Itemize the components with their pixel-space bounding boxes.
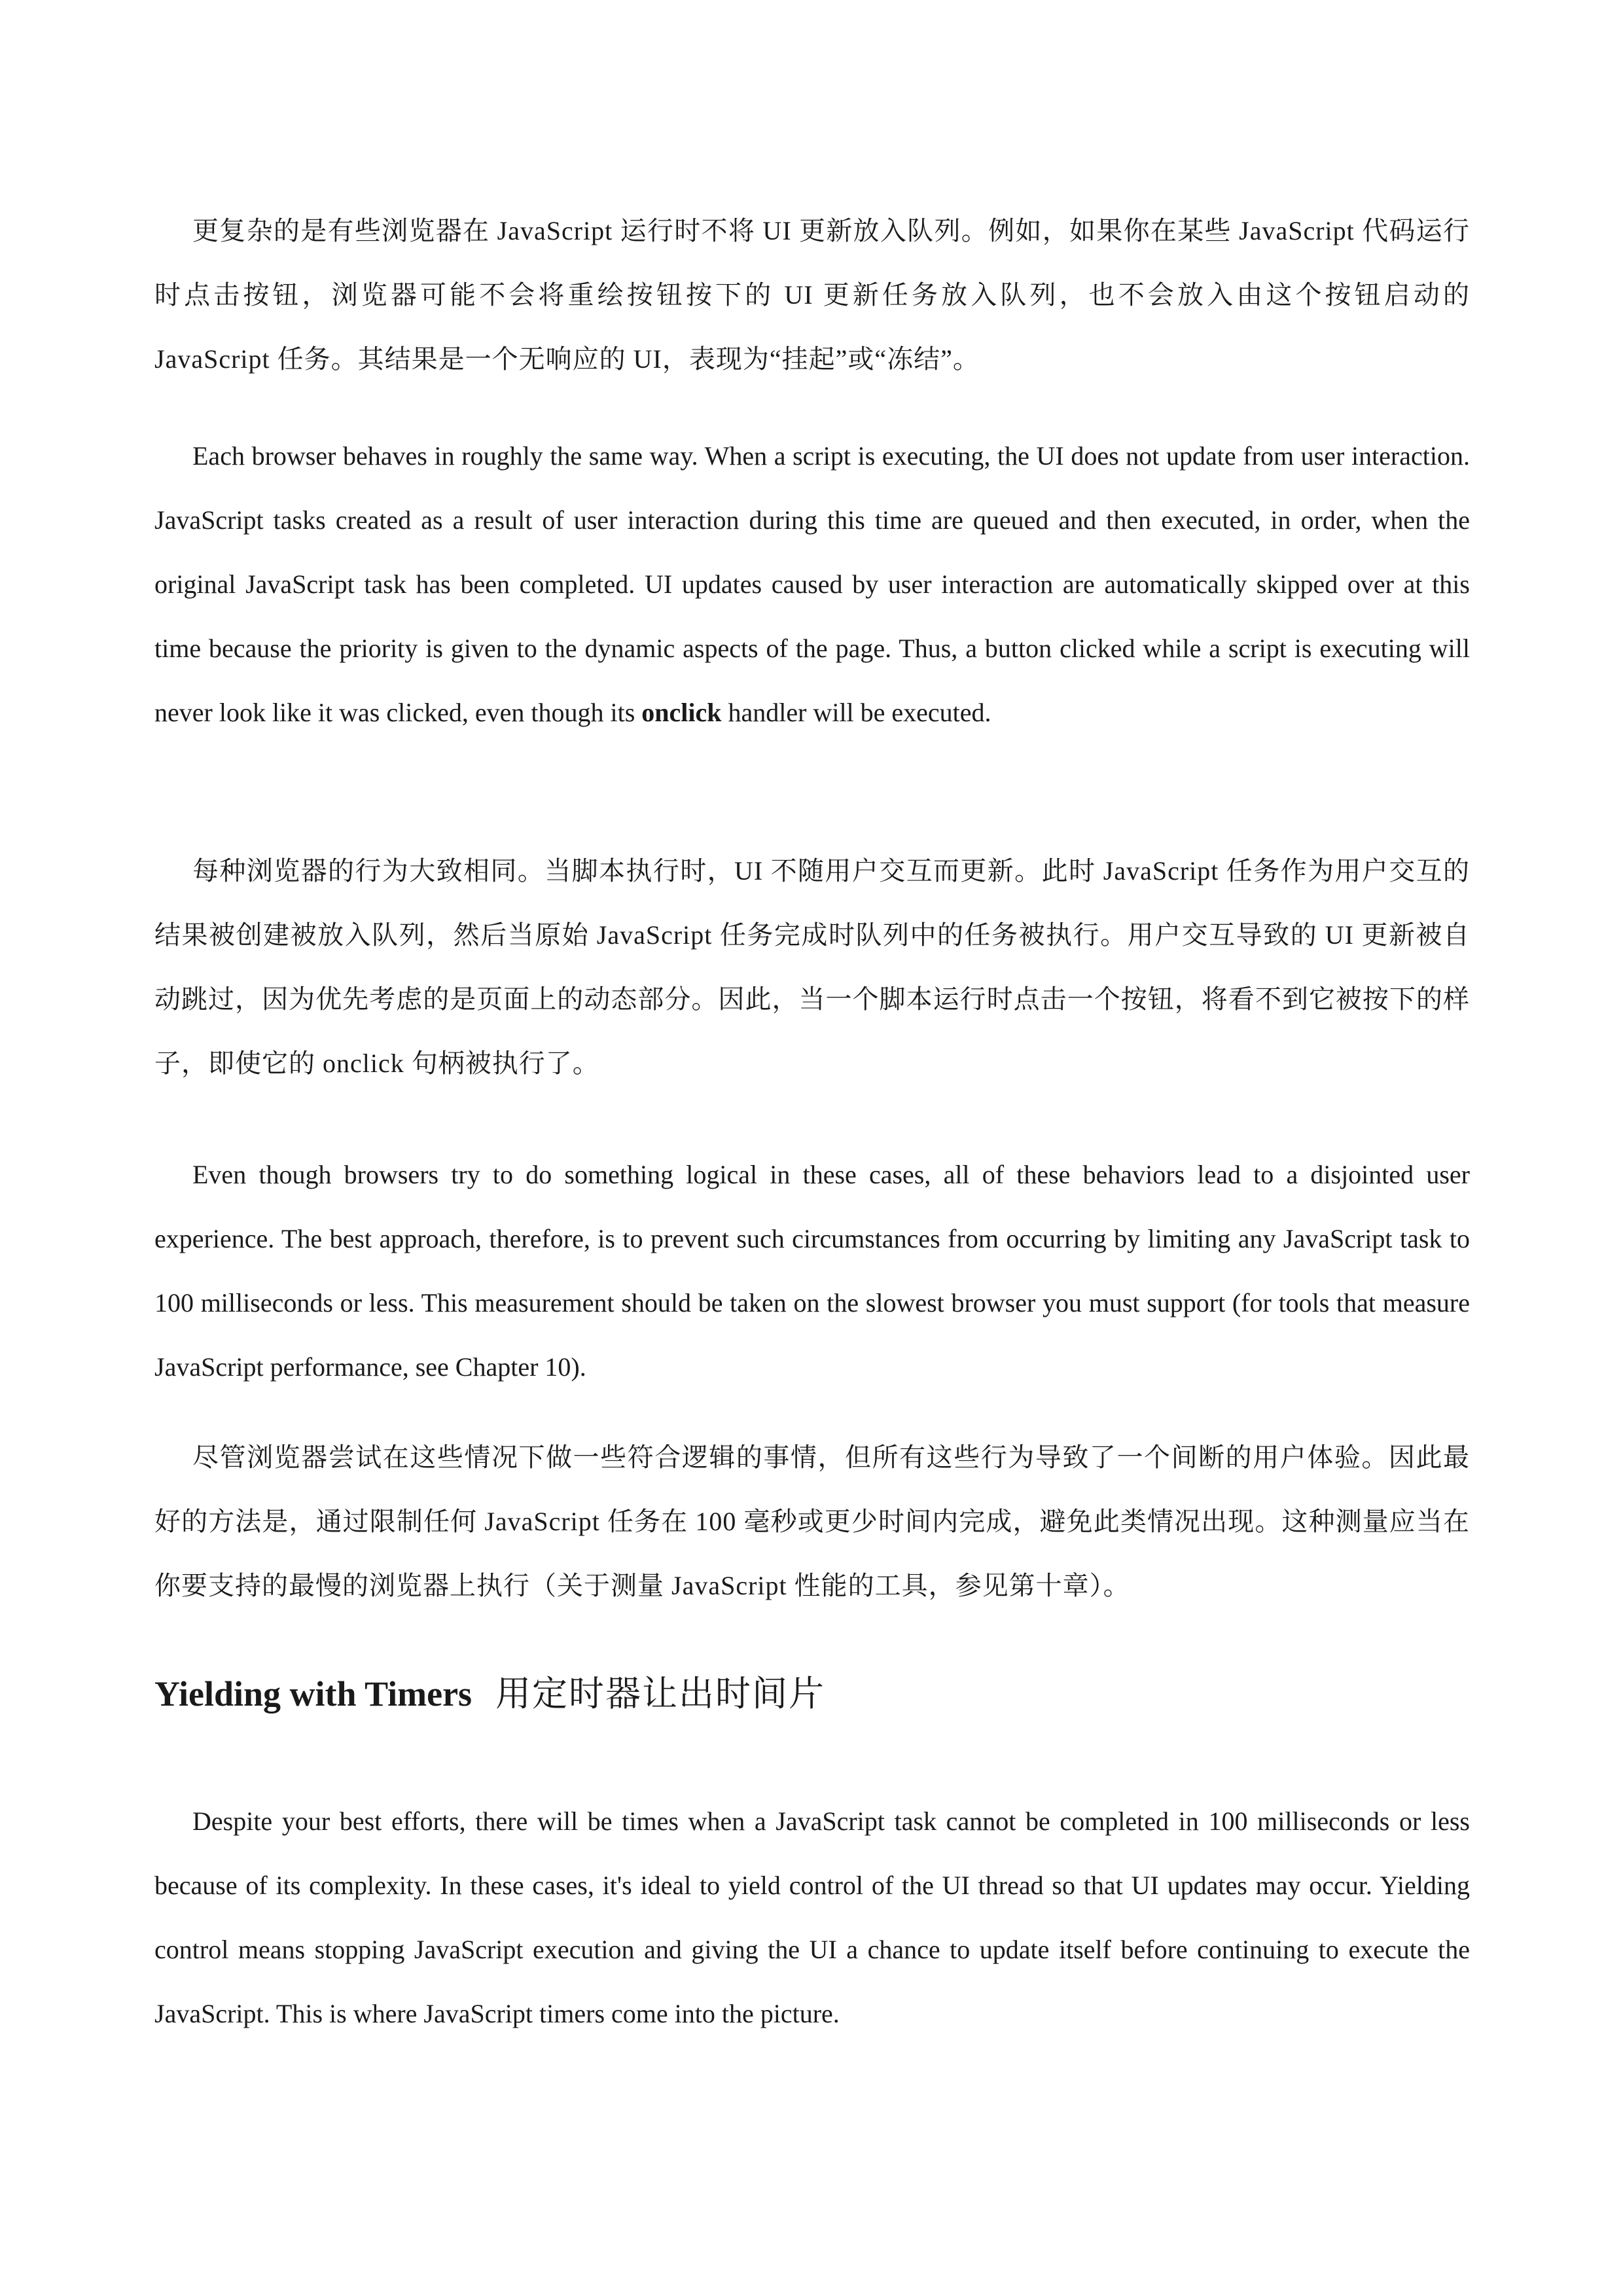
paragraph-text: 尽管浏览器尝试在这些情况下做一些符合逻辑的事情，但所有这些行为导致了一个间断的用户体验。因此最好的方法是，通过限制任何 JavaScript 任务在 100 毫秒或更少时间内完成，避免此类情况出现。这种测量应当在你要支持的最慢的浏览器上执行（关于测量 JavaScript 性能的工具，参见第十章）。 <box>154 1443 1470 1600</box>
paragraph-text: 更复杂的是有些浏览器在 JavaScript 运行时不将 UI 更新放入队列。例如，如果你在某些 JavaScript 代码运行时点击按钮，浏览器可能不会将重绘按钮按下的 UI 更新任务放入队列，也不会放入由这个按钮启动的 JavaScript 任务。其结果是一个无响应的 UI，表现为“挂起”或“冻结”。 <box>154 216 1470 374</box>
paragraph-text: 每种浏览器的行为大致相同。当脚本执行时，UI 不随用户交互而更新。此时 JavaScript 任务作为用户交互的结果被创建被放入队列，然后当原始 JavaScript 任务完成时队列中的任务被执行。用户交互导致的 UI 更新被自动跳过，因为优先考虑的是页面上的动态部分。因此，当一个脚本运行时点击一个按钮，将看不到它被按下的样子，即使它的 onclick 句柄被执行了。 <box>154 856 1470 1078</box>
paragraph-zh-browser-behavior <box>154 839 1470 1096</box>
paragraph-text: handler will be executed. <box>721 698 991 727</box>
paragraph-en-limit-tasks <box>154 1143 1470 1399</box>
paragraph-en-yielding <box>154 1789 1470 2046</box>
onclick-keyword: onclick <box>641 698 722 727</box>
paragraph-zh-limit-tasks <box>154 1426 1470 1618</box>
paragraph-text: Even though browsers try to do something logical in these cases, all of these behaviors lead to a disjointed user experience. The best approach, therefore, is to prevent such circumstances from occurring by limiting any JavaScript task to 100 milliseconds or less. This measurement should be taken on the slowest browser you must support (for tools that measure JavaScript performance, see Chapter 10). <box>154 1160 1470 1382</box>
section-heading-en: Yielding with Timers <box>154 1674 473 1713</box>
section-heading-zh: 用定时器让出时间片 <box>495 1674 826 1713</box>
paragraph-en-browser-behavior <box>154 424 1470 745</box>
section-heading <box>154 1668 825 1720</box>
paragraph-zh-ui-queue <box>154 199 1470 391</box>
paragraph-text: Despite your best efforts, there will be times when a JavaScript task cannot be completed in 100 milliseconds or less because of its complexity. In these cases, it's ideal to yield control of the UI thread so that UI updates may occur. Yielding control means stopping JavaScript execution and giving the UI a chance to update itself before continuing to execute the JavaScript. This is where JavaScript timers come into the picture. <box>154 1806 1470 2028</box>
paragraph-text: Each browser behaves in roughly the same way. When a script is executing, the UI does not update from user interaction. JavaScript tasks created as a result of user interaction during this time are queued and then executed, in order, when the original JavaScript task has been completed. UI updates caused by user interaction are automatically skipped over at this time because the priority is given to the dynamic aspects of the page. Thus, a button clicked while a script is executing will never look like it was clicked, even though its <box>154 441 1470 727</box>
